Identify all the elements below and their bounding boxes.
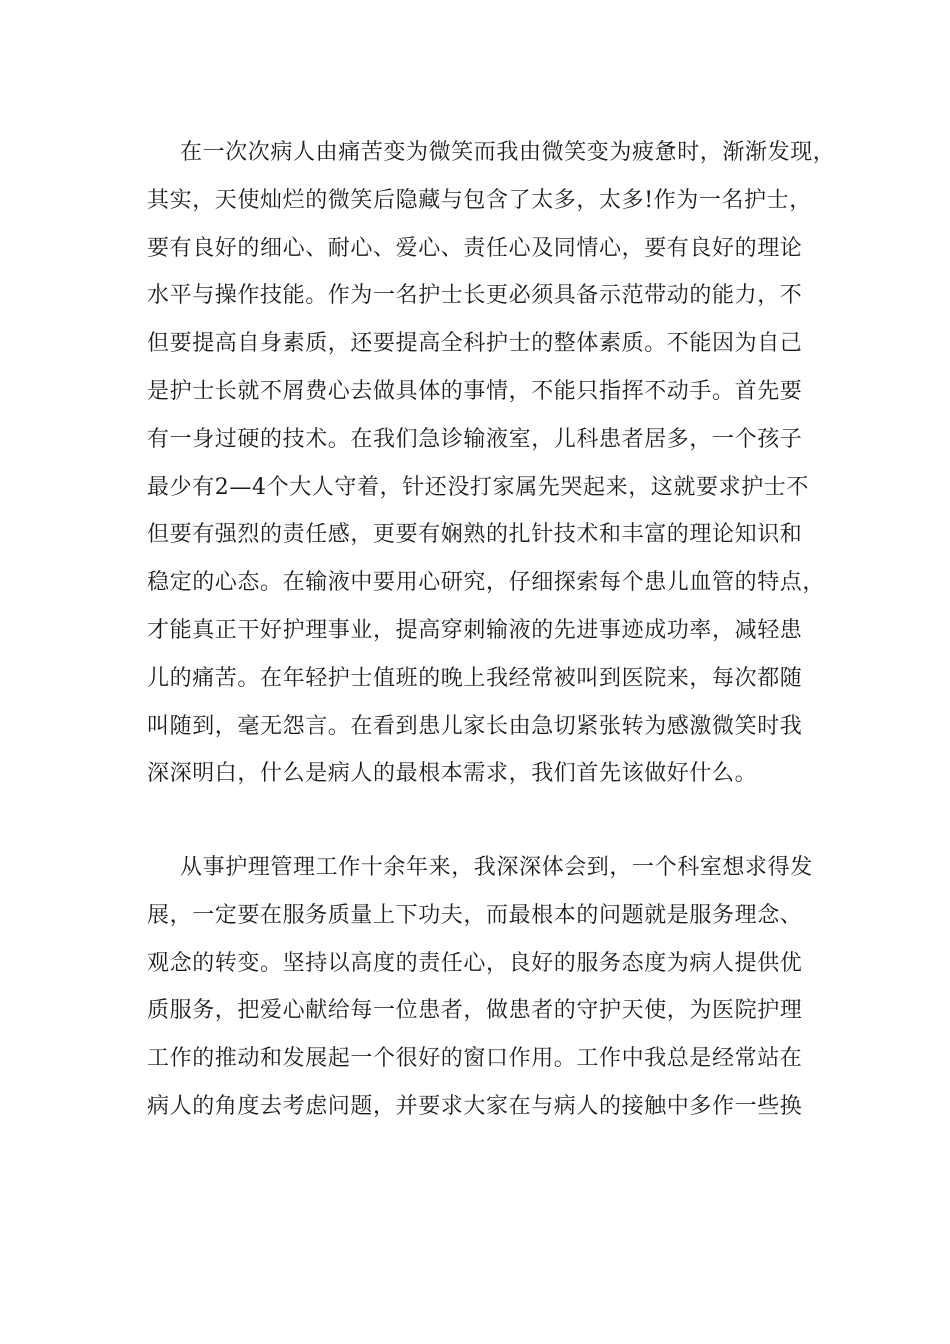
paragraph-2 (147, 853, 827, 1140)
paragraph-line: 有一身过硬的技术。在我们急诊输液室，儿科患者居多，一个孩子 (147, 426, 803, 452)
paragraph-line: 展，一定要在服务质量上下功夫，而最根本的问题就是服务理念、 (147, 902, 803, 928)
paragraph-line: 在一次次病人由痛苦变为微笑而我由微笑变为疲惫时，渐渐发现， (180, 140, 836, 165)
paragraph-line: 其实，天使灿烂的微笑后隐藏与包含了太多，太多!作为一名护士， (147, 187, 812, 213)
paragraph-1 (147, 138, 836, 807)
paragraph-line: 稳定的心态。在输液中要用心研究，仔细探索每个患儿血管的特点， (147, 570, 826, 596)
paragraph-line: 但要提高自身素质，还要提高全科护士的整体素质。不能因为自己 (147, 331, 803, 357)
paragraph-line: 水平与操作技能。作为一名护士长更必须具备示范带动的能力，不 (147, 283, 803, 309)
paragraph-line: 从事护理管理工作十余年来，我深深体会到，一个科室想求得发 (180, 855, 813, 880)
paragraph-line: 但要有强烈的责任感，更要有娴熟的扎针技术和丰富的理论知识和 (147, 522, 803, 548)
paragraph-line: 深深明白，什么是病人的最根本需求，我们首先该做好什么。 (147, 761, 758, 787)
paragraph-line: 要有良好的细心、耐心、爱心、责任心及同情心，要有良好的理论 (147, 235, 803, 261)
paragraph-line: 才能真正干好护理事业，提高穿刺输液的先进事迹成功率，减轻患 (147, 617, 803, 643)
paragraph-line: 最少有2—4个大人守着，针还没打家属先哭起来，这就要求护士不 (147, 474, 809, 500)
paragraph-line: 工作的推动和发展起一个很好的窗口作用。工作中我总是经常站在 (147, 1046, 803, 1072)
paragraph-line: 叫随到，毫无怨言。在看到患儿家长由急切紧张转为感激微笑时我 (147, 713, 803, 739)
paragraph-line: 观念的转变。坚持以高度的责任心，良好的服务态度为病人提供优 (147, 950, 803, 976)
paragraph-line: 儿的痛苦。在年轻护士值班的晚上我经常被叫到医院来，每次都随 (147, 665, 803, 691)
paragraph-line: 是护士长就不屑费心去做具体的事情，不能只指挥不动手。首先要 (147, 378, 803, 404)
paragraph-line: 病人的角度去考虑问题，并要求大家在与病人的接触中多作一些换 (147, 1093, 803, 1119)
paragraph-line: 质服务，把爱心献给每一位患者，做患者的守护天使，为医院护理 (147, 998, 803, 1024)
